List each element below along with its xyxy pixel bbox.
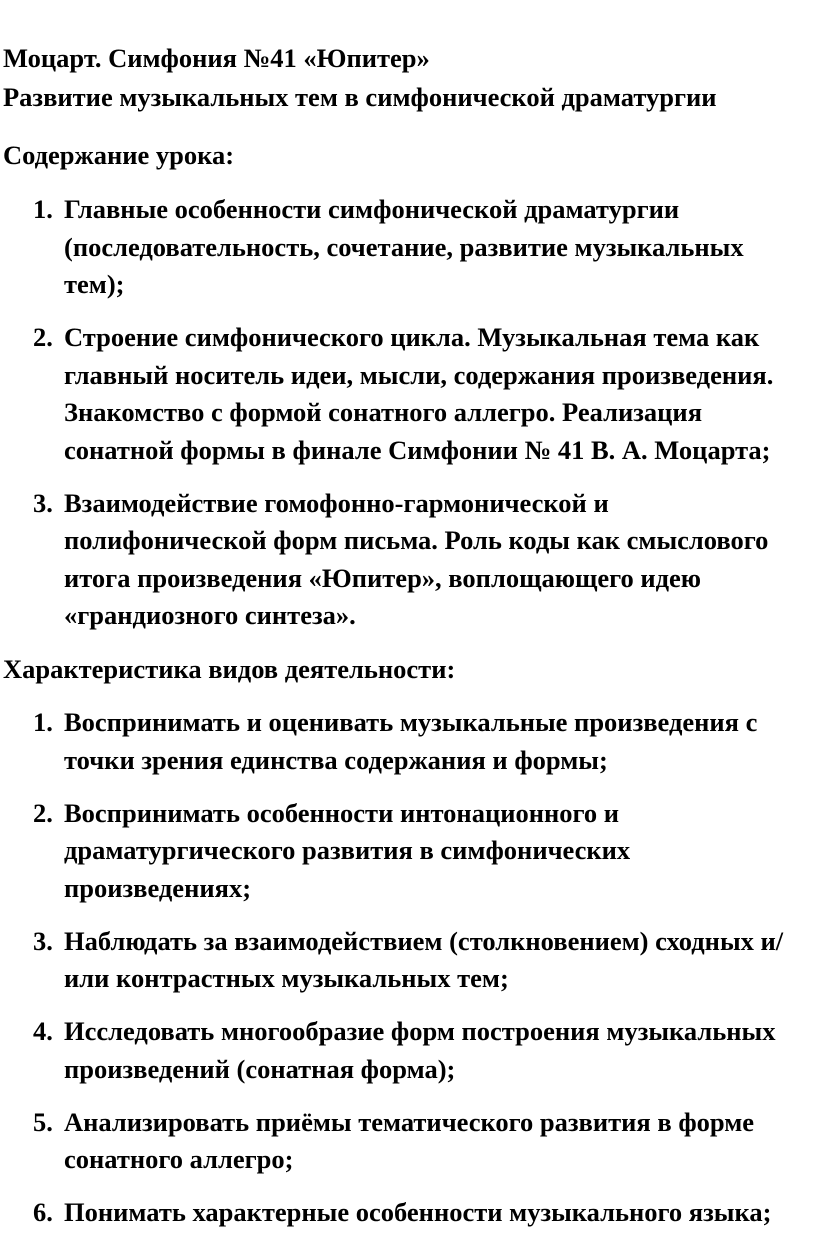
document-title: Моцарт. Симфония №41 «Юпитер» [3,43,430,73]
list-item-number: 4. [33,1016,53,1046]
list-item [3,191,810,304]
list-item [3,704,810,779]
list-item-number: 1. [33,707,53,737]
list-item [3,319,810,469]
list-item [3,1104,810,1179]
list-item-number: 1. [33,194,53,224]
list-item [3,1194,810,1232]
contents-heading: Содержание урока: [3,140,235,170]
list-item-text: Анализировать приёмы тематического развития в форме сонатного аллегро; [64,1106,755,1174]
list-item-number: 3. [33,925,53,956]
list-item [3,923,810,998]
list-item-text: Главные особенности симфонической драматургии (последовательность, сочетание, развитие музыкальных тем); [64,194,744,299]
list-item-text: Воспринимать особенности интонационного и драматургического развития в симфонических произведениях; [64,797,631,903]
list-item-number: 2. [33,322,53,352]
list-item-number: 3. [33,487,53,518]
list-item [3,1013,810,1088]
activities-heading: Характеристика видов деятельности: [3,654,456,684]
list-item-text: Понимать характерные особенности музыкального языка; [64,1197,772,1227]
list-item-text: Взаимодействие гомофонно-гармонической и полифонической форм письма. Роль коды как смыслового итога произведения «Юпитер», воплощающего идею «грандиозного синтеза». [64,487,769,630]
list-item [3,795,810,908]
document-subtitle: Развитие музыкальных тем в симфонической драматургии [3,82,717,112]
list-item-text: Наблюдать за взаимодействием (столкновением) сходных и/или контрастных музыкальных тем; [64,925,784,993]
list-item-text: Строение симфонического цикла. Музыкальная тема как главный носитель идеи, мысли, содержания произведения. Знакомство с формой сонатного аллегро. Реализация сонатной формы в финале Симфонии № 41 В. А. Моцарта; [64,322,774,465]
list-item-number: 2. [33,797,53,828]
list-item-text: Воспринимать и оценивать музыкальные произведения с точки зрения единства содержания и формы; [64,707,758,775]
list-item-text: Исследовать многообразие форм построения музыкальных произведений (сонатная форма); [64,1016,776,1084]
list-item [3,485,810,635]
list-item-number: 5. [33,1106,53,1137]
contents-list [3,191,810,635]
list-item-number: 6. [33,1197,53,1227]
activities-list [3,704,810,1232]
